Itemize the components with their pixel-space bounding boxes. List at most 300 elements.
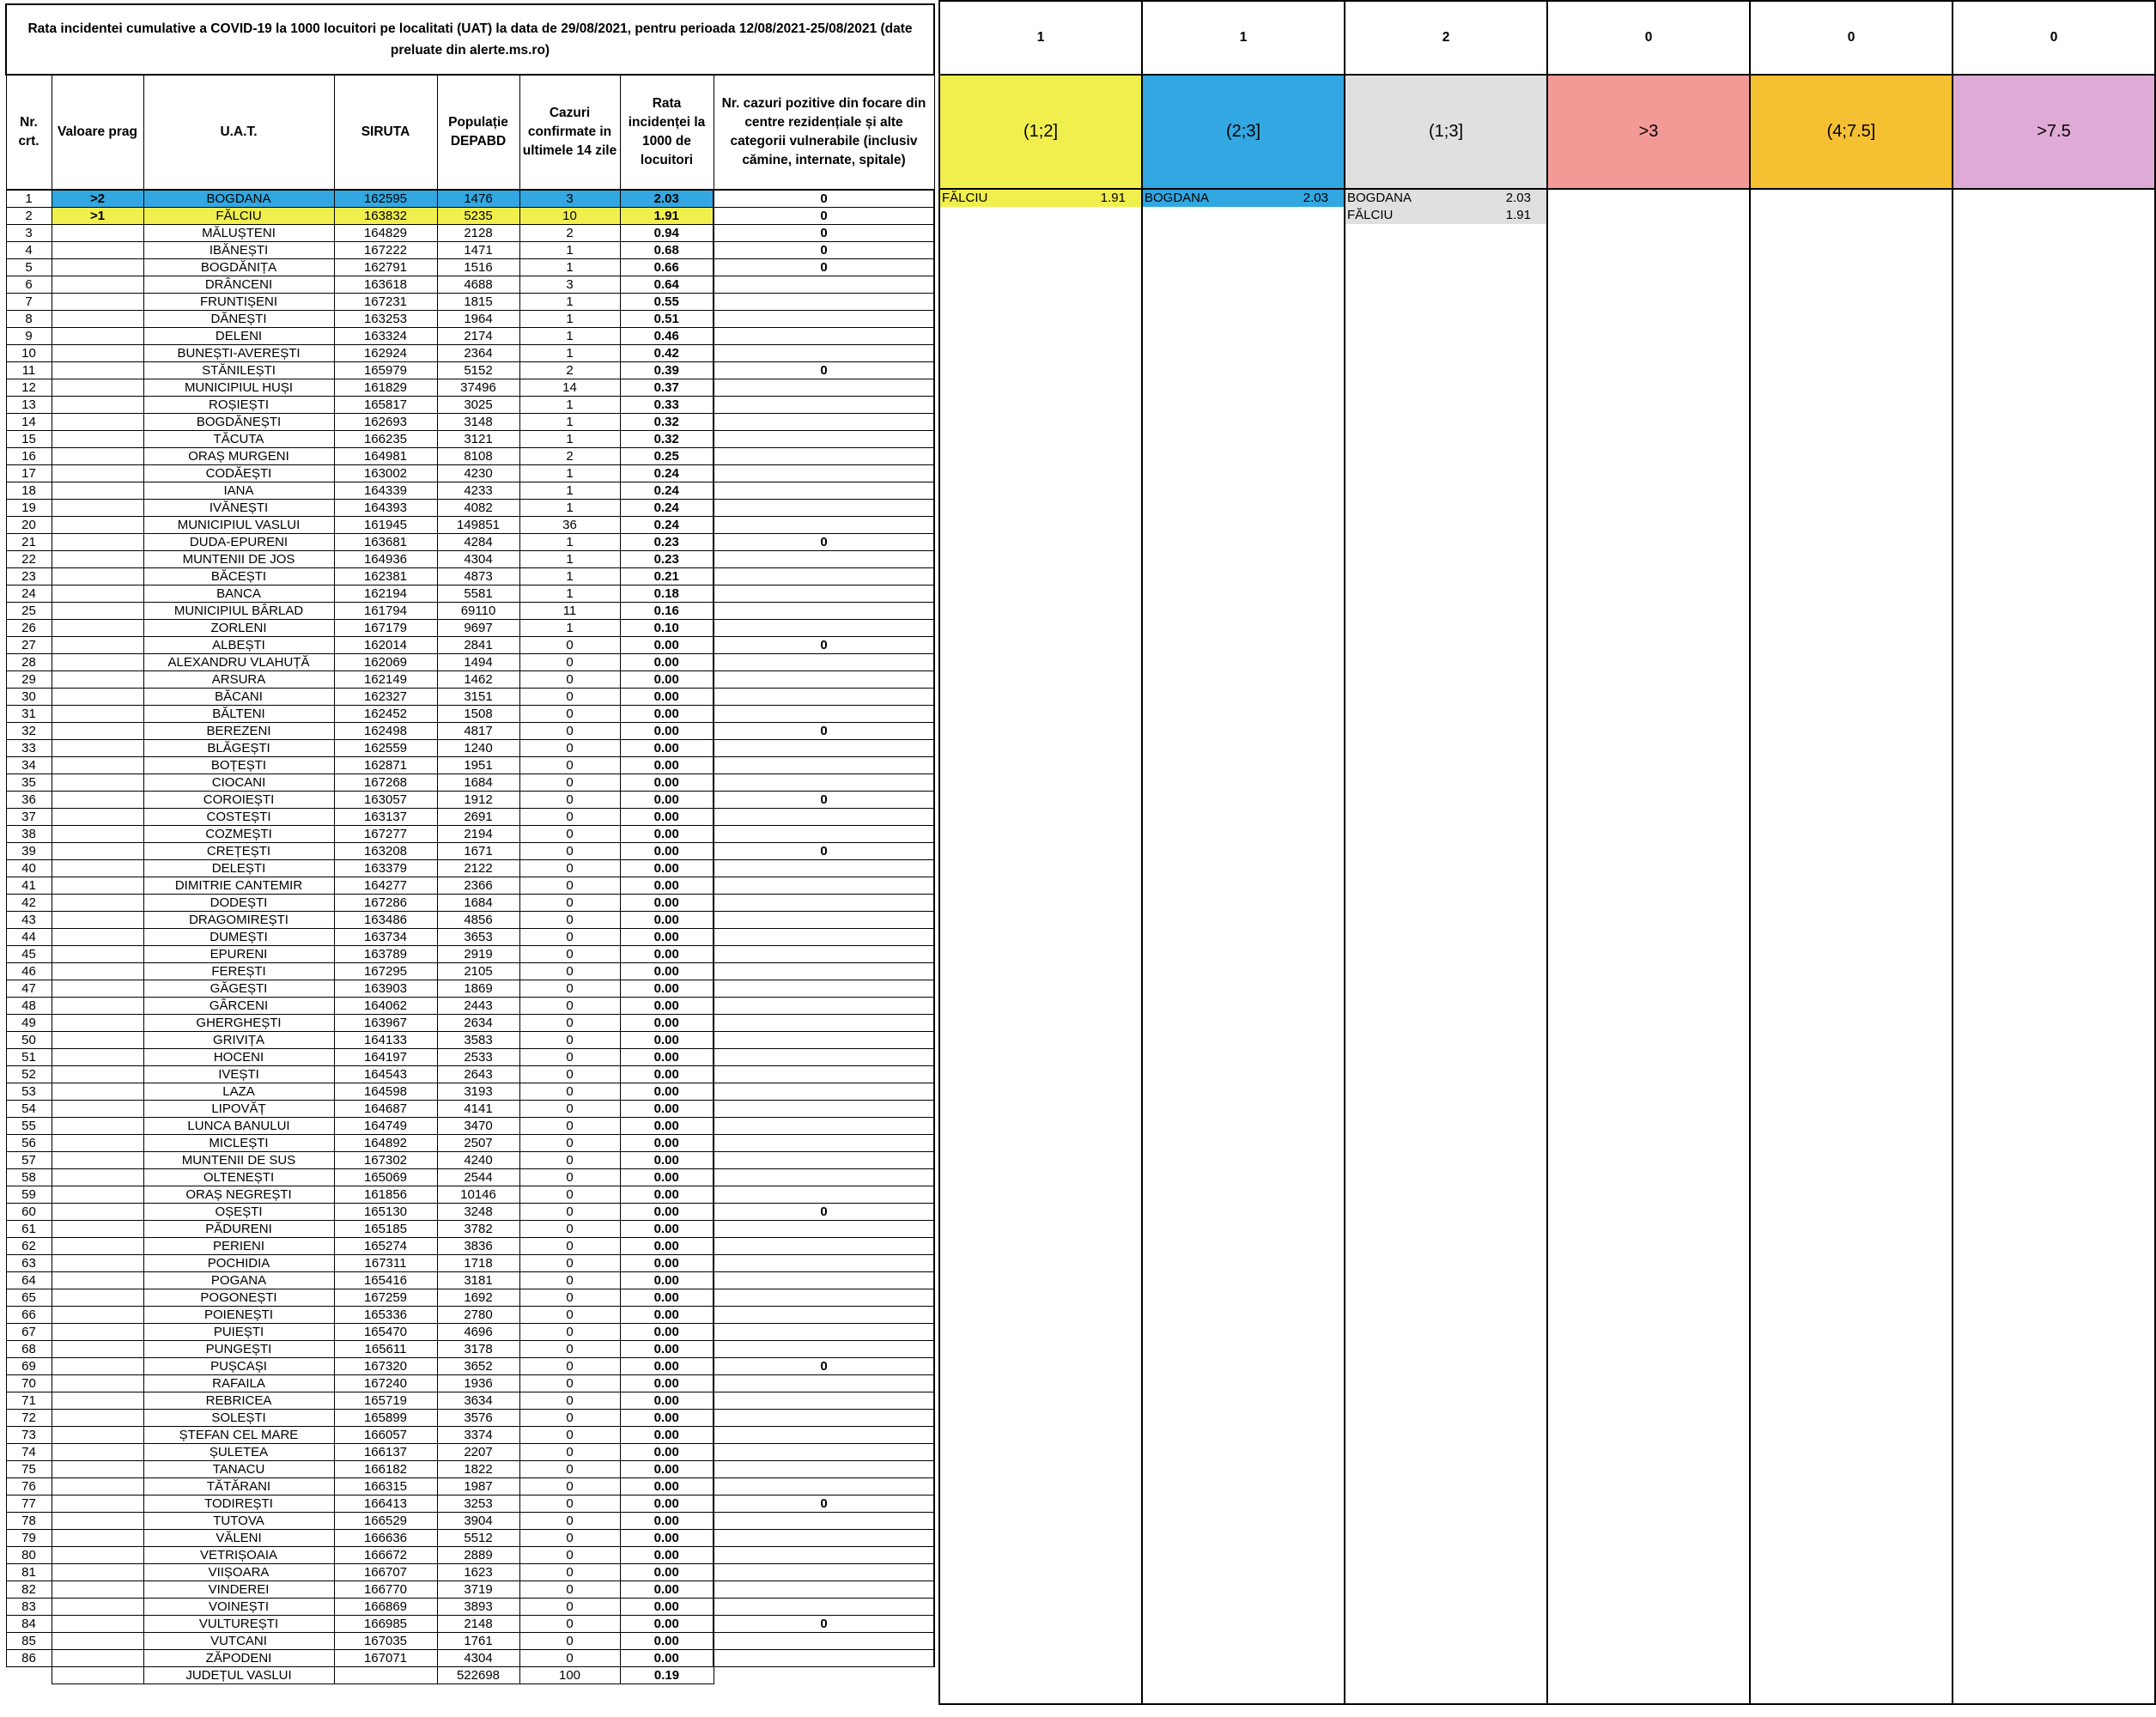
- col-header-focar: Nr. cazuri pozitive din focare din centre rezidențiale și alte categorii vulnerabile (inclusiv cămine, internate, spitale): [714, 75, 934, 190]
- cell-focar: [714, 551, 934, 568]
- cell-prag: [52, 225, 143, 242]
- cell-uat: ALEXANDRU VLAHUȚĂ: [143, 654, 334, 671]
- cell-uat: ȘTEFAN CEL MARE: [143, 1427, 334, 1444]
- cell-caz: 0: [519, 826, 620, 843]
- cell-pop: 3151: [437, 689, 519, 706]
- cell-sir: 162069: [334, 654, 437, 671]
- cell-pop: 37496: [437, 379, 519, 397]
- cell-focar: [714, 1238, 934, 1255]
- cell-uat: ORAȘ NEGREȘTI: [143, 1186, 334, 1204]
- cell-nr: 20: [6, 517, 52, 534]
- cell-rate: 0.24: [620, 482, 714, 500]
- cell-rate: 0.00: [620, 1341, 714, 1358]
- cell-sir: 167302: [334, 1152, 437, 1169]
- cell-focar: 0: [714, 1496, 934, 1513]
- cell-rate: 0.00: [620, 1152, 714, 1169]
- cell-pop: 2122: [437, 860, 519, 877]
- cell-focar: [714, 379, 934, 397]
- table-row: [6, 723, 934, 740]
- cell-nr: 60: [6, 1204, 52, 1221]
- cell-prag: [52, 1135, 143, 1152]
- legend-item: [940, 190, 1141, 207]
- cell-nr: 35: [6, 774, 52, 792]
- cell-nr: 40: [6, 860, 52, 877]
- cell-sir: 163967: [334, 1015, 437, 1032]
- cell-focar: [714, 1461, 934, 1478]
- cell-focar: [714, 1444, 934, 1461]
- cell-rate: 0.00: [620, 1289, 714, 1307]
- cell-uat: DRÂNCENI: [143, 276, 334, 294]
- cell-pop: 1494: [437, 654, 519, 671]
- cell-sir: 161945: [334, 517, 437, 534]
- cell-prag: [52, 1633, 143, 1650]
- cell-uat: ȘULETEA: [143, 1444, 334, 1461]
- cell-pop: 9697: [437, 620, 519, 637]
- cell-sir: 164892: [334, 1135, 437, 1152]
- cell-uat: ZORLENI: [143, 620, 334, 637]
- cell-nr: 68: [6, 1341, 52, 1358]
- cell-rate: 0.00: [620, 1324, 714, 1341]
- cell-focar: 0: [714, 259, 934, 276]
- cell-sir: 166529: [334, 1513, 437, 1530]
- cell-rate: 0.00: [620, 895, 714, 912]
- cell-caz: 1: [519, 585, 620, 603]
- cell-prag: [52, 980, 143, 998]
- cell-nr: 61: [6, 1221, 52, 1238]
- total-row: [6, 1667, 934, 1684]
- cell-focar: [714, 1083, 934, 1101]
- cell-prag: >1: [52, 208, 143, 225]
- cell-pop: 8108: [437, 448, 519, 465]
- cell-caz: 1: [519, 551, 620, 568]
- cell-sir: 167231: [334, 294, 437, 311]
- cell-prag: [52, 1616, 143, 1633]
- cell-sir: 162924: [334, 345, 437, 362]
- cell-caz: 14: [519, 379, 620, 397]
- table-row: [6, 826, 934, 843]
- cell-prag: [52, 1118, 143, 1135]
- cell-caz: 0: [519, 671, 620, 689]
- cell-nr: 14: [6, 414, 52, 431]
- cell-uat: PUIEȘTI: [143, 1324, 334, 1341]
- table-row: [6, 706, 934, 723]
- cell-rate: 0.00: [620, 1427, 714, 1444]
- cell-caz: 1: [519, 482, 620, 500]
- cell-focar: [714, 1650, 934, 1667]
- cell-caz: 1: [519, 311, 620, 328]
- cell-focar: [714, 1066, 934, 1083]
- cell-caz: 0: [519, 1375, 620, 1392]
- cell-prag: [52, 1221, 143, 1238]
- cell-pop: 10146: [437, 1186, 519, 1204]
- cell-nr: 29: [6, 671, 52, 689]
- cell-nr: 34: [6, 757, 52, 774]
- cell-nr: 47: [6, 980, 52, 998]
- cell-pop: 1936: [437, 1375, 519, 1392]
- cell-prag: [52, 689, 143, 706]
- cell-sir: 162498: [334, 723, 437, 740]
- cell-uat: IVEȘTI: [143, 1066, 334, 1083]
- cell-nr: 63: [6, 1255, 52, 1272]
- cell-sir: 166182: [334, 1461, 437, 1478]
- cell-rate: 0.00: [620, 1496, 714, 1513]
- cell-focar: [714, 1118, 934, 1135]
- cell-pop: 3719: [437, 1581, 519, 1599]
- cell-pop: 1815: [437, 294, 519, 311]
- cell-nr: 1: [6, 190, 52, 208]
- cell-prag: [52, 963, 143, 980]
- cell-rate: 0.24: [620, 465, 714, 482]
- legend-item: [1345, 190, 1546, 207]
- cell-focar: [714, 1581, 934, 1599]
- legend-band-list: [1142, 189, 1345, 1704]
- cell-focar: [714, 397, 934, 414]
- cell-uat: GHERGHEȘTI: [143, 1015, 334, 1032]
- cell-rate: 0.25: [620, 448, 714, 465]
- cell-uat: BUNEȘTI-AVEREȘTI: [143, 345, 334, 362]
- cell-pop: 2634: [437, 1015, 519, 1032]
- cell-uat: ARSURA: [143, 671, 334, 689]
- cell-caz: 0: [519, 1599, 620, 1616]
- cell-sir: 164062: [334, 998, 437, 1015]
- cell-pop: 3025: [437, 397, 519, 414]
- cell-prag: [52, 328, 143, 345]
- cell-nr: 86: [6, 1650, 52, 1667]
- cell-sir: 166869: [334, 1599, 437, 1616]
- table-row: [6, 1341, 934, 1358]
- cell-sir: 166985: [334, 1616, 437, 1633]
- cell-pop: 2207: [437, 1444, 519, 1461]
- cell-prag: [52, 998, 143, 1015]
- cell-pop: 4696: [437, 1324, 519, 1341]
- cell-rate: 0.46: [620, 328, 714, 345]
- cell-focar: [714, 620, 934, 637]
- cell-nr: 57: [6, 1152, 52, 1169]
- cell-caz: 0: [519, 757, 620, 774]
- cell-prag: [52, 414, 143, 431]
- cell-prag: [52, 1272, 143, 1289]
- cell-prag: [52, 362, 143, 379]
- cell-nr: 6: [6, 276, 52, 294]
- table-row: [6, 963, 934, 980]
- cell-caz: 0: [519, 1341, 620, 1358]
- table-row: [6, 1169, 934, 1186]
- cell-pop: 1987: [437, 1478, 519, 1496]
- cell-focar: [714, 1289, 934, 1307]
- cell-nr: 2: [6, 208, 52, 225]
- cell-prag: [52, 551, 143, 568]
- cell-pop: 3253: [437, 1496, 519, 1513]
- cell-pop: 1471: [437, 242, 519, 259]
- cell-focar: [714, 1478, 934, 1496]
- cell-sir: 164598: [334, 1083, 437, 1101]
- cell-sir: 161829: [334, 379, 437, 397]
- cell-focar: [714, 585, 934, 603]
- cell-sir: 162014: [334, 637, 437, 654]
- cell-uat: DIMITRIE CANTEMIR: [143, 877, 334, 895]
- cell-uat: IANA: [143, 482, 334, 500]
- cell-rate: 0.00: [620, 1118, 714, 1135]
- total-cell-uat: JUDEȚUL VASLUI: [143, 1667, 334, 1684]
- table-row: [6, 276, 934, 294]
- cell-prag: [52, 500, 143, 517]
- table-row: [6, 1152, 934, 1169]
- cell-nr: 37: [6, 809, 52, 826]
- cell-caz: 0: [519, 998, 620, 1015]
- cell-focar: 0: [714, 208, 934, 225]
- table-row: [6, 1530, 934, 1547]
- cell-uat: CIOCANI: [143, 774, 334, 792]
- cell-pop: 5512: [437, 1530, 519, 1547]
- cell-pop: 2366: [437, 877, 519, 895]
- cell-pop: 4141: [437, 1101, 519, 1118]
- cell-focar: [714, 311, 934, 328]
- cell-focar: 0: [714, 637, 934, 654]
- cell-caz: 0: [519, 1496, 620, 1513]
- cell-rate: 0.23: [620, 534, 714, 551]
- col-header-uat: U.A.T.: [143, 75, 334, 190]
- cell-uat: CODĂEȘTI: [143, 465, 334, 482]
- cell-prag: [52, 1496, 143, 1513]
- cell-rate: 0.00: [620, 1255, 714, 1272]
- table-row: [6, 843, 934, 860]
- cell-caz: 0: [519, 1410, 620, 1427]
- cell-pop: 2174: [437, 328, 519, 345]
- cell-prag: [52, 294, 143, 311]
- cell-pop: 1684: [437, 895, 519, 912]
- cell-rate: 0.00: [620, 792, 714, 809]
- cell-sir: 163057: [334, 792, 437, 809]
- cell-pop: 2194: [437, 826, 519, 843]
- cell-rate: 0.00: [620, 1204, 714, 1221]
- cell-focar: [714, 414, 934, 431]
- cell-sir: 165719: [334, 1392, 437, 1410]
- legend-count: 2: [1345, 1, 1547, 75]
- cell-nr: 48: [6, 998, 52, 1015]
- table-row: [6, 585, 934, 603]
- cell-sir: 164133: [334, 1032, 437, 1049]
- cell-pop: 4240: [437, 1152, 519, 1169]
- cell-focar: [714, 465, 934, 482]
- cell-focar: [714, 1255, 934, 1272]
- cell-nr: 72: [6, 1410, 52, 1427]
- table-row: [6, 242, 934, 259]
- cell-sir: 163618: [334, 276, 437, 294]
- cell-rate: 0.00: [620, 1083, 714, 1101]
- cell-sir: 164981: [334, 448, 437, 465]
- cell-sir: 166413: [334, 1496, 437, 1513]
- cell-focar: 0: [714, 362, 934, 379]
- cell-sir: 162194: [334, 585, 437, 603]
- cell-focar: [714, 1015, 934, 1032]
- cell-rate: 0.00: [620, 1633, 714, 1650]
- cell-caz: 0: [519, 895, 620, 912]
- cell-rate: 0.00: [620, 1478, 714, 1496]
- cell-focar: [714, 1375, 934, 1392]
- cell-focar: 0: [714, 225, 934, 242]
- cell-caz: 1: [519, 259, 620, 276]
- cell-sir: 167259: [334, 1289, 437, 1307]
- table-row: [6, 1547, 934, 1564]
- cell-rate: 0.00: [620, 1392, 714, 1410]
- cell-pop: 5152: [437, 362, 519, 379]
- cell-uat: CREȚEȘTI: [143, 843, 334, 860]
- cell-sir: 163379: [334, 860, 437, 877]
- cell-rate: 0.00: [620, 1616, 714, 1633]
- cell-sir: 164543: [334, 1066, 437, 1083]
- table-row: [6, 1358, 934, 1375]
- cell-uat: MĂLUȘTENI: [143, 225, 334, 242]
- table-row: [6, 1272, 934, 1289]
- cell-caz: 0: [519, 1307, 620, 1324]
- cell-caz: 0: [519, 740, 620, 757]
- cell-nr: 65: [6, 1289, 52, 1307]
- cell-focar: [714, 877, 934, 895]
- cell-rate: 0.51: [620, 311, 714, 328]
- col-header-prag: Valoare prag: [52, 75, 143, 190]
- cell-prag: [52, 843, 143, 860]
- cell-sir: 164197: [334, 1049, 437, 1066]
- cell-uat: DELENI: [143, 328, 334, 345]
- cell-sir: 166137: [334, 1444, 437, 1461]
- cell-prag: [52, 792, 143, 809]
- cell-rate: 0.00: [620, 637, 714, 654]
- table-row: [6, 1238, 934, 1255]
- table-row: [6, 1410, 934, 1427]
- cell-pop: 2691: [437, 809, 519, 826]
- cell-uat: MUNTENII DE JOS: [143, 551, 334, 568]
- table-row: [6, 1599, 934, 1616]
- cell-pop: 3583: [437, 1032, 519, 1049]
- cell-nr: 42: [6, 895, 52, 912]
- cell-uat: DODEȘTI: [143, 895, 334, 912]
- legend-item: [1143, 190, 1344, 207]
- cell-prag: [52, 1186, 143, 1204]
- cell-nr: 15: [6, 431, 52, 448]
- cell-focar: [714, 895, 934, 912]
- cell-uat: ZĂPODENI: [143, 1650, 334, 1667]
- cell-uat: IBĂNEȘTI: [143, 242, 334, 259]
- table-row: [6, 792, 934, 809]
- cell-rate: 0.21: [620, 568, 714, 585]
- table-row: [6, 1289, 934, 1307]
- cell-pop: 4304: [437, 551, 519, 568]
- cell-uat: VIIȘOARA: [143, 1564, 334, 1581]
- cell-prag: [52, 671, 143, 689]
- cell-prag: [52, 1392, 143, 1410]
- cell-sir: 162381: [334, 568, 437, 585]
- table-row: [6, 551, 934, 568]
- cell-prag: [52, 1015, 143, 1032]
- cell-focar: 0: [714, 1616, 934, 1633]
- cell-caz: 0: [519, 1221, 620, 1238]
- cell-caz: 0: [519, 1324, 620, 1341]
- cell-caz: 3: [519, 276, 620, 294]
- cell-focar: [714, 706, 934, 723]
- cell-rate: 0.00: [620, 1461, 714, 1478]
- cell-pop: 2105: [437, 963, 519, 980]
- cell-caz: 1: [519, 465, 620, 482]
- cell-uat: LUNCA BANULUI: [143, 1118, 334, 1135]
- cell-rate: 0.68: [620, 242, 714, 259]
- cell-caz: 0: [519, 706, 620, 723]
- cell-sir: 164339: [334, 482, 437, 500]
- cell-caz: 1: [519, 242, 620, 259]
- table-row: [6, 1650, 934, 1667]
- cell-pop: 2533: [437, 1049, 519, 1066]
- cell-nr: 74: [6, 1444, 52, 1461]
- cell-uat: TUTOVA: [143, 1513, 334, 1530]
- cell-pop: 3836: [437, 1238, 519, 1255]
- table-row: [6, 1633, 934, 1650]
- cell-sir: 167320: [334, 1358, 437, 1375]
- cell-prag: [52, 723, 143, 740]
- cell-caz: 0: [519, 1616, 620, 1633]
- cell-nr: 71: [6, 1392, 52, 1410]
- cell-pop: 4304: [437, 1650, 519, 1667]
- cell-caz: 0: [519, 1186, 620, 1204]
- cell-uat: FRUNTIȘENI: [143, 294, 334, 311]
- cell-nr: 53: [6, 1083, 52, 1101]
- table-row: [6, 757, 934, 774]
- col-header-cazuri: Cazuri confirmate in ultimele 14 zile: [519, 75, 620, 190]
- cell-sir: 164687: [334, 1101, 437, 1118]
- cell-prag: [52, 431, 143, 448]
- legend-band-label: >3: [1547, 75, 1750, 189]
- cell-prag: [52, 1427, 143, 1444]
- cell-caz: 0: [519, 1564, 620, 1581]
- cell-rate: 0.00: [620, 1581, 714, 1599]
- table-row: [6, 860, 934, 877]
- cell-caz: 0: [519, 860, 620, 877]
- legend-item-name: FĂLCIU: [942, 191, 988, 205]
- cell-prag: [52, 946, 143, 963]
- cell-caz: 0: [519, 637, 620, 654]
- cell-sir: 167295: [334, 963, 437, 980]
- legend-band-list: [1345, 189, 1547, 1704]
- cell-focar: [714, 1272, 934, 1289]
- cell-nr: 19: [6, 500, 52, 517]
- cell-pop: 1684: [437, 774, 519, 792]
- cell-sir: 166057: [334, 1427, 437, 1444]
- cell-pop: 2148: [437, 1616, 519, 1633]
- table-row: [6, 1186, 934, 1204]
- cell-uat: POIENEȘTI: [143, 1307, 334, 1324]
- cell-rate: 0.00: [620, 843, 714, 860]
- cell-prag: [52, 1101, 143, 1118]
- cell-prag: [52, 397, 143, 414]
- cell-nr: 54: [6, 1101, 52, 1118]
- cell-pop: 3576: [437, 1410, 519, 1427]
- cell-nr: 83: [6, 1599, 52, 1616]
- legend-count: 0: [1953, 1, 2155, 75]
- cell-nr: 55: [6, 1118, 52, 1135]
- cell-rate: 0.00: [620, 1135, 714, 1152]
- cell-prag: [52, 1083, 143, 1101]
- col-header-siruta: SIRUTA: [334, 75, 437, 190]
- legend-count: 1: [1142, 1, 1345, 75]
- cell-rate: 0.66: [620, 259, 714, 276]
- cell-pop: 3121: [437, 431, 519, 448]
- cell-focar: [714, 946, 934, 963]
- table-row: [6, 328, 934, 345]
- cell-caz: 0: [519, 1169, 620, 1186]
- cell-caz: 0: [519, 1049, 620, 1066]
- cell-prag: [52, 912, 143, 929]
- cell-caz: 0: [519, 946, 620, 963]
- cell-prag: [52, 1650, 143, 1667]
- cell-focar: [714, 517, 934, 534]
